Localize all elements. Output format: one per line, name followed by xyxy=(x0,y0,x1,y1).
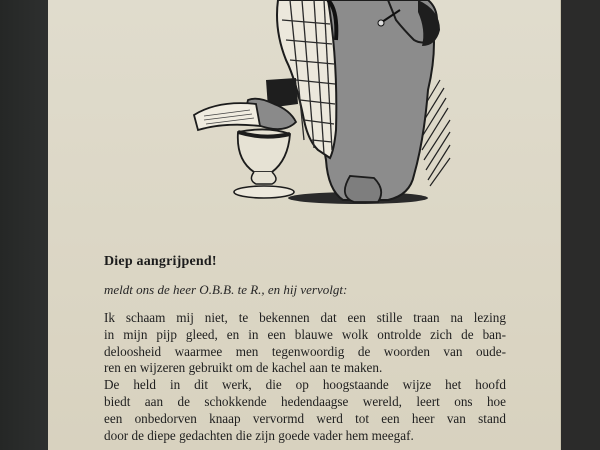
text-line: in mijn pijp gleed, en in een blauwe wolk ontrolde zich de ban- xyxy=(104,326,506,342)
dark-backdrop-right xyxy=(561,0,600,450)
dark-backdrop-left xyxy=(0,0,48,450)
text-line: een onbedorven knaap vervormd werd tot een heer van stand xyxy=(104,410,506,426)
article-body xyxy=(104,310,506,444)
book-page xyxy=(48,0,561,450)
text-line: deloosheid waarmee men tegenwoordig de woorden van oude- xyxy=(104,343,506,359)
article-subheading: meldt ons de heer O.B.B. te R., en hij vervolgt: xyxy=(104,282,348,297)
text-line: De held in dit werk, die op hoogstaande wijze het hoofd xyxy=(104,377,506,393)
bear-illustration xyxy=(178,0,478,210)
text-line: Ik schaam mij niet, te bekennen dat een stille traan na lezing xyxy=(104,310,506,325)
article-heading: Diep aangrijpend! xyxy=(104,254,217,269)
text-line: biedt aan de schokkende hedendaagse wereld, leert ons hoe xyxy=(104,393,506,409)
text-line: ren en wijzeren gebruikt om de kachel aan te maken. xyxy=(104,360,383,376)
text-line: door de diepe gedachten die zijn goede vader hem meegaf. xyxy=(104,427,414,443)
